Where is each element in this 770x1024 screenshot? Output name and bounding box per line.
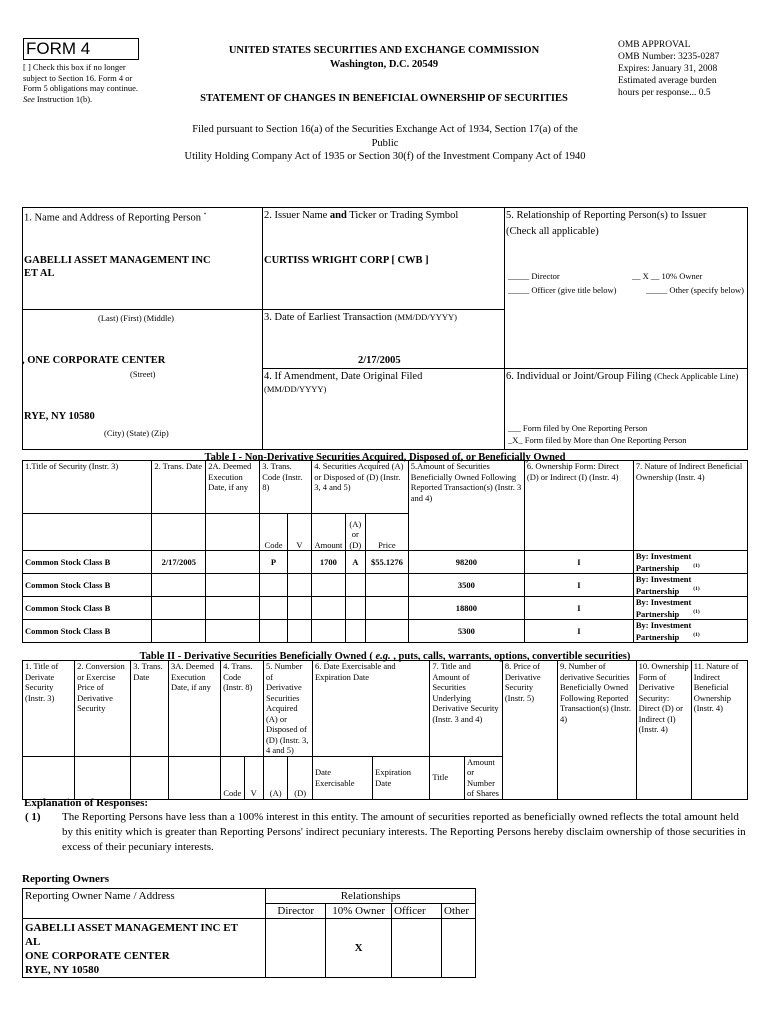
- rel-officer[interactable]: _____ Officer (give title below): [508, 285, 617, 295]
- row-nature: [633, 620, 747, 643]
- rel-ten-pct-owner[interactable]: __ X __ 10% Owner: [632, 271, 703, 281]
- t2-col-nature: 11. Nature of Indirect Beneficial Ownership (Instr. 4): [691, 661, 747, 800]
- table-row: [23, 597, 748, 620]
- t1-col-nature: 7. Nature of Indirect Beneficial Ownership (Instr. 4): [633, 461, 747, 551]
- table2: [22, 660, 748, 800]
- row-security-title: Common Stock Class B: [23, 574, 152, 597]
- row-v: [287, 620, 311, 643]
- row-footnote-ref: (1): [693, 563, 700, 570]
- t1-col-form: 6. Ownership Form: Direct (D) or Indirect (I) (Instr. 4): [524, 461, 633, 551]
- row-trans-date: [152, 574, 206, 597]
- t2-col-deemed: 3A. Deemed Execution Date, if any: [169, 661, 221, 757]
- row-footnote-ref: (1): [693, 632, 700, 639]
- t2-col-title: 1. Title of Derivate Security (Instr. 3): [23, 661, 75, 757]
- rel-other[interactable]: _____ Other (specify below): [646, 285, 744, 295]
- row-owned: 3500: [408, 574, 524, 597]
- row-v: [287, 597, 311, 620]
- divider-box3-box4: [262, 368, 505, 369]
- row-ownership-form: I: [524, 597, 633, 620]
- owner-name-address: [23, 919, 266, 978]
- t2-sub-amount: Amount or Number of Shares: [465, 756, 503, 799]
- filed-line-1: Filed pursuant to Section 16(a) of the Securities Exchange Act of 1934, Section 17(a) of the: [192, 124, 578, 135]
- t2-sub-d: (D): [288, 756, 313, 799]
- agency-name: UNITED STATES SECURITIES AND EXCHANGE COMMISSION: [228, 45, 540, 56]
- owners-col-name: Reporting Owner Name / Address: [23, 889, 266, 919]
- t1-sub-v: V: [287, 514, 311, 551]
- owners-table: [22, 888, 476, 978]
- row-owned: 98200: [408, 551, 524, 574]
- row-security-title: Common Stock Class B: [23, 620, 152, 643]
- city-value: RYE, NY 10580: [24, 411, 95, 422]
- reporting-person-name-line2: ET AL: [24, 268, 55, 279]
- omb-hours: hours per response... 0.5: [618, 88, 711, 98]
- owners-col-other: Other: [442, 904, 476, 919]
- earliest-transaction-date: 2/17/2005: [358, 355, 401, 366]
- row-amount: 1700: [312, 551, 345, 574]
- row-trans-date: 2/17/2005: [152, 551, 206, 574]
- t2-sub-v: V: [244, 756, 263, 799]
- row-footnote-ref: (1): [693, 586, 700, 593]
- row-owned: 18800: [408, 597, 524, 620]
- row-v: [287, 551, 311, 574]
- row-amount: [312, 574, 345, 597]
- box3-label-text: 3. Date of Earliest Transaction: [264, 312, 393, 323]
- t1-sub-code: Code: [260, 514, 287, 551]
- t2-sub-exp: Expiration Date: [373, 756, 430, 799]
- row-a-or-d: [345, 574, 365, 597]
- row-nature-text: By: Investment Partnership: [635, 597, 692, 619]
- t2-sub-title: Title: [430, 756, 465, 799]
- box3-label: [264, 311, 457, 324]
- box3-format: (MM/DD/YYYY): [394, 312, 457, 322]
- t1-col-date: 2. Trans. Date: [152, 461, 206, 514]
- check-box-see: See: [23, 93, 35, 104]
- divider-box1-top: [22, 309, 263, 310]
- row-nature-text: By: Investment Partnership: [635, 551, 692, 573]
- row-security-title: Common Stock Class B: [23, 597, 152, 620]
- row-a-or-d: [345, 620, 365, 643]
- owners-col-rel: Relationships: [266, 889, 476, 904]
- row-amount: [312, 620, 345, 643]
- owners-heading: Reporting Owners: [22, 873, 110, 885]
- omb-approval: OMB APPROVAL: [618, 40, 691, 50]
- agency-location: Washington, D.C. 20549: [329, 59, 439, 70]
- box2-label-a: 2. Issuer Name: [264, 210, 330, 221]
- t2-col-number: 5. Number of Derivative Securities Acquired (A) or Disposed of (D) (Instr. 3, 4 and 5): [263, 661, 312, 757]
- row-price: [366, 597, 409, 620]
- t2-col-underlying: 7. Title and Amount of Securities Underlying Derivative Security (Instr. 3 and 4): [430, 661, 502, 757]
- box5-label-text: 5. Relationship of Reporting Person(s) to Issuer: [506, 210, 707, 221]
- explanation-heading: Explanation of Responses:: [24, 797, 149, 809]
- box1-asterisk: *: [203, 212, 207, 218]
- row-deemed-date: [206, 551, 260, 574]
- form-title: FORM 4: [26, 39, 91, 58]
- box5-label: [506, 209, 748, 238]
- omb-block: [618, 39, 768, 99]
- owners-col-officer: Officer: [392, 904, 442, 919]
- filing-one-person[interactable]: ___ Form filed by One Reporting Person: [508, 423, 648, 433]
- owner-director-value: [266, 919, 326, 978]
- t1-col-owned: 5.Amount of Securities Beneficially Owned Following Reported Transaction(s) (Instr. 3 and 4): [408, 461, 524, 551]
- box2-label: [264, 209, 458, 222]
- table2-title-a: Table II - Derivative Securities Beneficially Owned (: [139, 651, 376, 662]
- row-trans-date: [152, 620, 206, 643]
- t2-col-conversion: 2. Conversion or Exercise Price of Derivative Security: [75, 661, 131, 757]
- row-deemed-date: [206, 574, 260, 597]
- t2-sub-a: (A): [263, 756, 288, 799]
- row-trans-code: [260, 620, 287, 643]
- row-nature: [633, 574, 747, 597]
- t2-col-date: 3. Trans. Date: [131, 661, 169, 757]
- t1-col-code: 3. Trans. Code (Instr. 8): [260, 461, 312, 514]
- box1-label: [24, 209, 206, 225]
- owner-officer-value: [392, 919, 442, 978]
- box6-label-text: 6. Individual or Joint/Group Filing: [506, 371, 652, 382]
- row-trans-code: [260, 597, 287, 620]
- row-ownership-form: I: [524, 574, 633, 597]
- table2-title-eg: e.g.: [375, 651, 391, 662]
- row-trans-code: P: [260, 551, 287, 574]
- t2-col-form: 10. Ownership Form of Derivative Security: Direct (D) or Indirect (I) (Instr. 4): [636, 661, 691, 800]
- box2-label-and: and: [329, 210, 347, 221]
- row-ownership-form: I: [524, 620, 633, 643]
- row-price: [366, 574, 409, 597]
- check-box-note[interactable]: [23, 62, 148, 104]
- box1-label-text: 1. Name and Address of Reporting Person: [24, 212, 202, 224]
- row-nature-text: By: Investment Partnership: [635, 574, 692, 596]
- table2-title-b: , puts, calls, warrants, options, convertible securities): [390, 651, 631, 662]
- row-nature-text: By: Investment Partnership: [635, 620, 692, 642]
- row-security-title: Common Stock Class B: [23, 551, 152, 574]
- row-deemed-date: [206, 620, 260, 643]
- t2-col-owned: 9. Number of derivative Securities Beneficially Owned Following Reported Transaction(s) (Instr. 4): [557, 661, 636, 800]
- divider-box5-box6: [504, 368, 748, 369]
- name-caption: (Last) (First) (Middle): [98, 313, 175, 323]
- row-v: [287, 574, 311, 597]
- box5-sub: (Check all applicable): [506, 226, 599, 237]
- table-row: [23, 551, 748, 574]
- row-owned: 5300: [408, 620, 524, 643]
- row-trans-date: [152, 597, 206, 620]
- boxes-frame: [22, 207, 748, 450]
- t1-col-deemed: 2A. Deemed Execution Date, if any: [206, 461, 260, 514]
- omb-expires: Expires: January 31, 2008: [618, 64, 718, 74]
- owner-ten-pct-value: X: [326, 919, 392, 978]
- row-a-or-d: A: [345, 551, 365, 574]
- owner-name-line3: ONE CORPORATE CENTER: [25, 950, 170, 962]
- row-footnote-ref: (1): [693, 609, 700, 616]
- filed-line-2: Public: [371, 137, 399, 149]
- owners-col-director: Director: [266, 904, 326, 919]
- box6-label: [506, 370, 746, 383]
- statement-title: STATEMENT OF CHANGES IN BENEFICIAL OWNERSHIP OF SECURITIES: [200, 93, 568, 104]
- check-box-text: [ ] Check this box if no longer subject to Section 16. Form 4 or Form 5 obligations may continue.: [23, 62, 138, 93]
- t1-sub-amount: Amount: [312, 514, 345, 551]
- footnote-text: The Reporting Persons have less than a 100% interest in this entity. The amount of securities reported as beneficially owned reflects the total amount held by this enitity which is greater than Reporting Persons' indirect pecuniary interests. The Reporting Persons hereby disclaim ownership of those securities in excess of their pecuniary interests.: [62, 811, 746, 853]
- table1: [22, 460, 748, 643]
- t2-col-code: 4. Trans. Code (Instr. 8): [221, 661, 264, 757]
- street-value: , ONE CORPORATE CENTER: [22, 355, 166, 366]
- row-price: [366, 620, 409, 643]
- row-trans-code: [260, 574, 287, 597]
- issuer-value: CURTISS WRIGHT CORP [ CWB ]: [264, 255, 429, 266]
- row-nature: [633, 597, 747, 620]
- row-nature: [633, 551, 747, 574]
- omb-number: OMB Number: 3235-0287: [618, 52, 720, 62]
- row-deemed-date: [206, 597, 260, 620]
- check-box-instruction: Instruction 1(b).: [34, 93, 93, 104]
- t1-col-title: 1.Title of Security (Instr. 3): [23, 461, 152, 514]
- omb-burden: Estimated average burden: [618, 76, 717, 86]
- reporting-person-name-line1: GABELLI ASSET MANAGEMENT INC: [24, 255, 211, 266]
- t1-sub-price: Price: [366, 514, 409, 551]
- divider-box2-box3: [262, 309, 505, 310]
- box6-check: (Check Applicable Line): [654, 371, 739, 381]
- owners-col-ten-pct: 10% Owner: [326, 904, 392, 919]
- owner-name-line4: RYE, NY 10580: [25, 964, 100, 976]
- row-price: $55.1276: [366, 551, 409, 574]
- owner-name-line1: GABELLI ASSET MANAGEMENT INC ET: [25, 922, 238, 934]
- t2-col-price: 8. Price of Derivative Security (Instr. 5): [502, 661, 557, 800]
- table-row: [23, 620, 748, 643]
- box2-label-b: Ticker or Trading Symbol: [346, 210, 459, 221]
- divider-2-5: [504, 207, 505, 450]
- filed-pursuant: [120, 123, 650, 164]
- table-row: [23, 574, 748, 597]
- rel-director[interactable]: _____ Director: [508, 271, 560, 281]
- table1-title: Table I - Non-Derivative Securities Acquired, Disposed of, or Beneficially Owned: [204, 452, 566, 463]
- t1-sub-aord: (A) or (D): [345, 514, 365, 551]
- city-caption: (City) (State) (Zip): [104, 428, 169, 438]
- box4-format: (MM/DD/YYYY): [264, 384, 327, 394]
- row-amount: [312, 597, 345, 620]
- filed-line-3: Utility Holding Company Act of 1935 or Section 30(f) of the Investment Company Act of 1940: [184, 151, 586, 162]
- t2-sub-code: Code: [221, 756, 244, 799]
- footnote-label: ( 1): [25, 811, 41, 823]
- t1-col-acquired: 4. Securities Acquired (A) or Disposed of (D) (Instr. 3, 4 and 5): [312, 461, 409, 514]
- owner-name-line2: AL: [25, 936, 41, 948]
- reporting-person-name: [24, 254, 260, 280]
- row-ownership-form: I: [524, 551, 633, 574]
- box4-label: 4. If Amendment, Date Original Filed: [264, 371, 423, 382]
- owner-other-value: [442, 919, 476, 978]
- street-caption: (Street): [130, 369, 156, 379]
- divider-1-2: [262, 207, 263, 450]
- t2-col-exercisable: 6. Date Exercisable and Expiration Date: [312, 661, 429, 757]
- row-a-or-d: [345, 597, 365, 620]
- filing-more-person[interactable]: _X_ Form filed by More than One Reporting Person: [508, 435, 687, 445]
- t2-sub-date-ex: Date Exercisable: [312, 756, 372, 799]
